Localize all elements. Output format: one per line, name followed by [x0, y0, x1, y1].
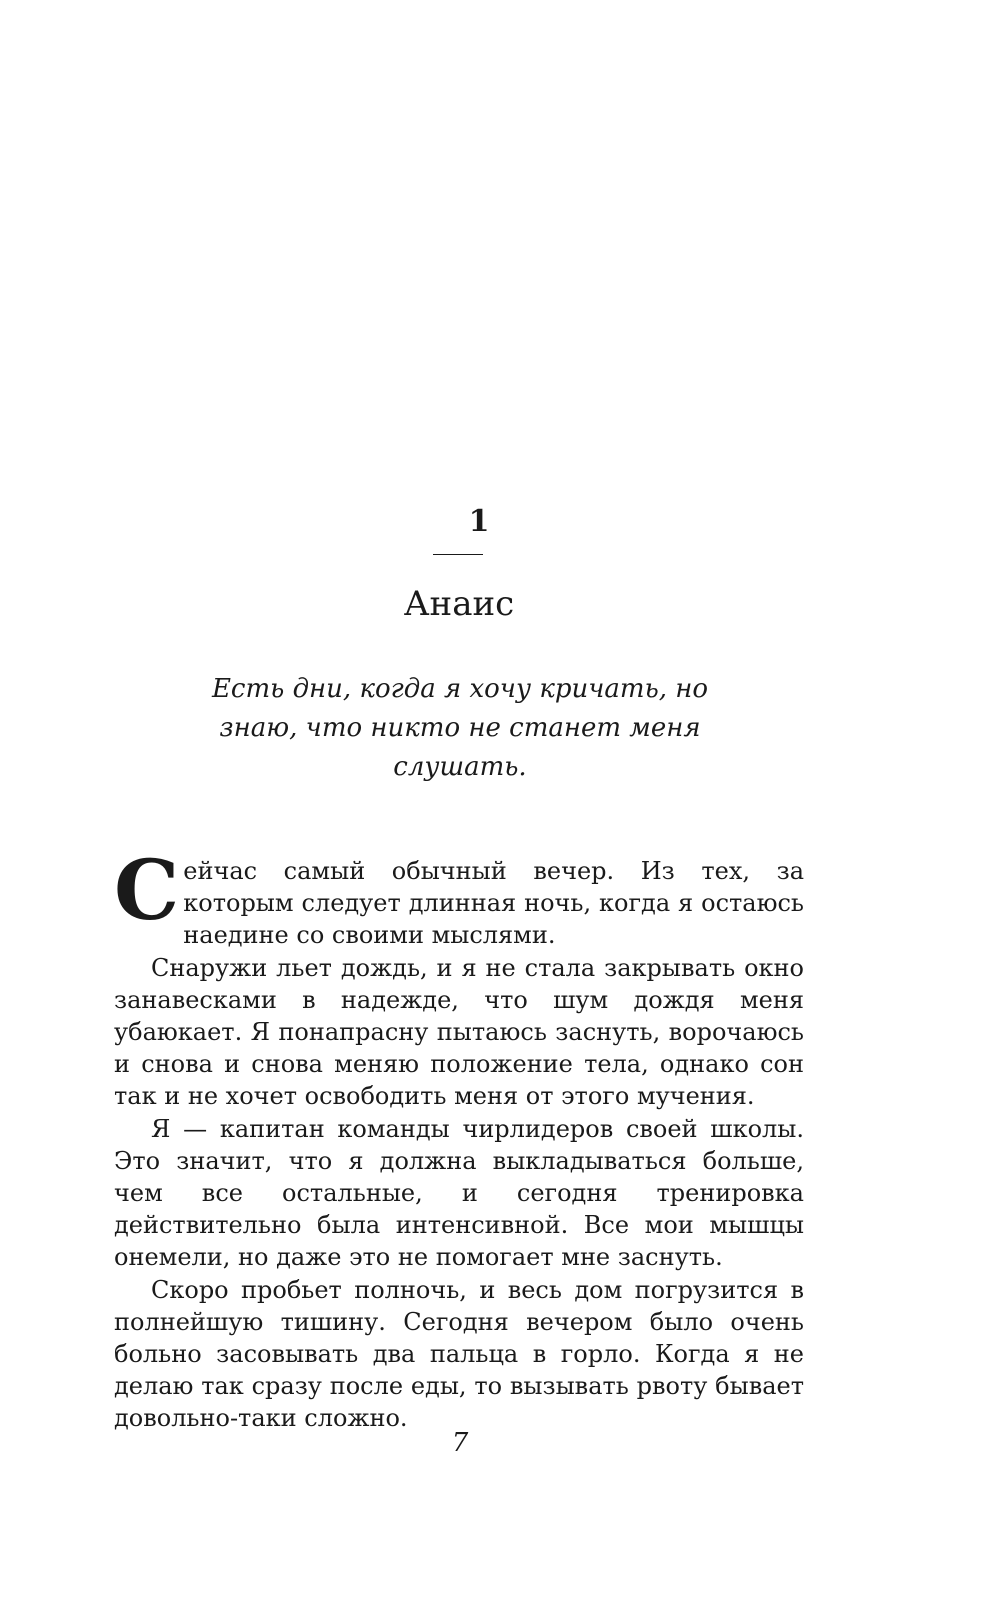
chapter-title: Анаис	[403, 584, 515, 624]
drop-cap: С	[114, 843, 180, 939]
body-paragraph-1-text: ейчас самый обычный вечер. Из тех, за которым следует длинная ночь, когда я остаюсь наедине со своими мыслями.	[183, 857, 804, 950]
chapter-number: 1	[468, 504, 490, 539]
body-paragraph-2: Снаружи льет дождь, и я не стала закрывать окно занавесками в надежде, что шум дождя меня убаюкает. Я понапрасну пытаюсь заснуть, ворочаюсь и снова и снова меняю положение тела, однако сон так и не хочет освободить меня от этого мучения.	[114, 953, 804, 1111]
page-number: 7	[451, 1428, 469, 1458]
body-paragraph-1	[114, 843, 804, 952]
body-paragraph-3: Я — капитан команды чирлидеров своей школы. Это значит, что я должна выкладываться больше, чем все остальные, и сегодня тренировка действительно была интенсивной. Все мои мышцы онемели, но даже это не помогает мне заснуть.	[114, 1114, 804, 1272]
body-paragraph-4: Скоро пробьет полночь, и весь дом погрузится в полнейшую тишину. Сегодня вечером было очень больно засовывать два пальца в горло. Когда я не делаю так сразу после еды, то вызывать рвоту бывает довольно-таки сложно.	[114, 1275, 804, 1433]
chapter-divider-rule	[433, 554, 483, 555]
chapter-body	[114, 843, 804, 1435]
epigraph: Есть дни, когда я хочу кричать, но знаю, что никто не станет меня слушать.	[211, 674, 709, 782]
